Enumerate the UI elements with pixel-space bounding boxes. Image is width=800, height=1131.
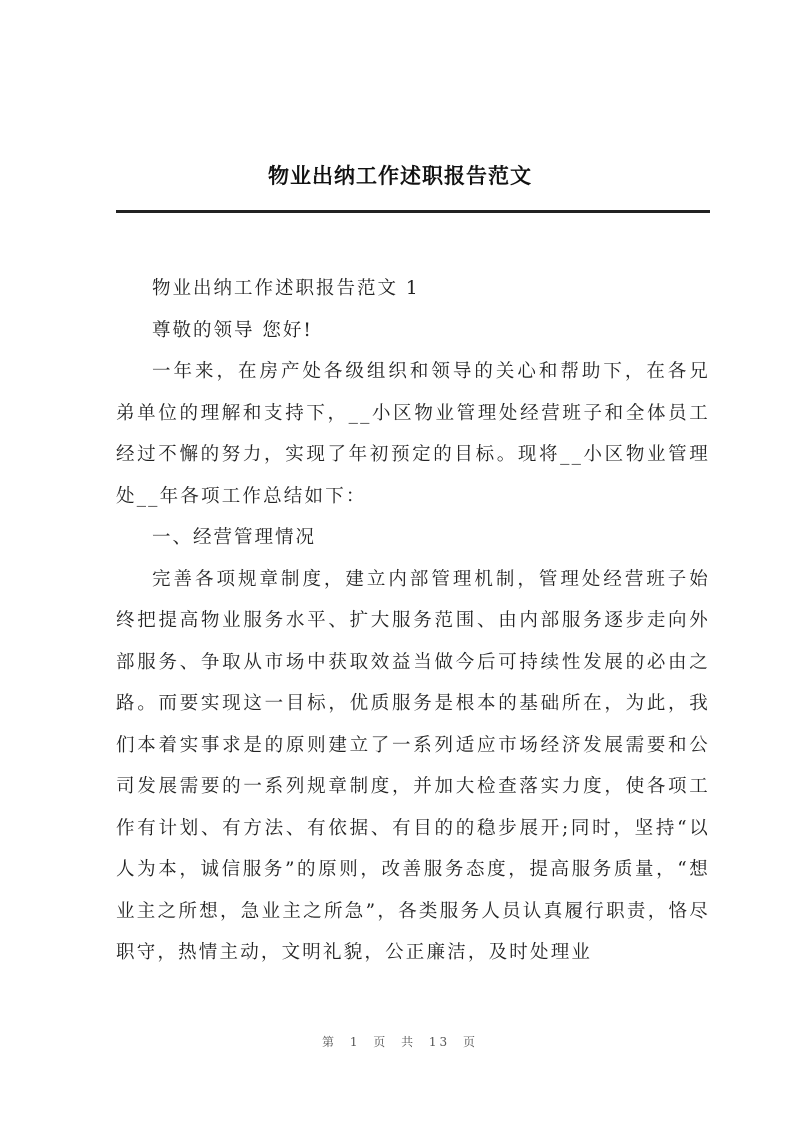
salutation: 尊敬的领导 您好! <box>152 319 313 341</box>
title-divider <box>116 210 710 213</box>
subsection-heading: 一、经营管理情况 <box>152 527 317 548</box>
page-number-footer: 第 1 页 共 13 页 <box>322 1035 478 1049</box>
document-title: 物业出纳工作述职报告范文 <box>268 163 532 188</box>
body-paragraph: 完善各项规章制度，建立内部管理机制，管理处经营班子始终把提高物业服务水平、扩大服务范围、由内部服务逐步走向外部服务、争取从市场中获取效益当做今后可持续性发展的必由之路。而要实现这一目标，优质服务是根本的基础所在，为此，我们本着实事求是的原则建立了一系列适应市场经济发展需要和公司发展需要的一系列规章制度，并加大检查落实力度，使各项工作有计划、有方法、有依据、有目的的稳步展开;同时，坚持“以人为本，诚信服务”的原则，改善服务态度，提高服务质量，“想业主之所想，急业主之所急”，各类服务人员认真履行职责，恪尽职守，热情主动，文明礼貌，公正廉洁，及时处理业 <box>116 568 710 963</box>
body-paragraph: 一年来，在房产处各级组织和领导的关心和帮助下，在各兄弟单位的理解和支持下，__小区物业管理处经营班子和全体员工经过不懈的努力，实现了年初预定的目标。现将__小区物业管理处__年各项工作总结如下： <box>116 361 710 507</box>
document-body <box>116 268 710 974</box>
section-heading: 物业出纳工作述职报告范文 1 <box>152 278 420 299</box>
